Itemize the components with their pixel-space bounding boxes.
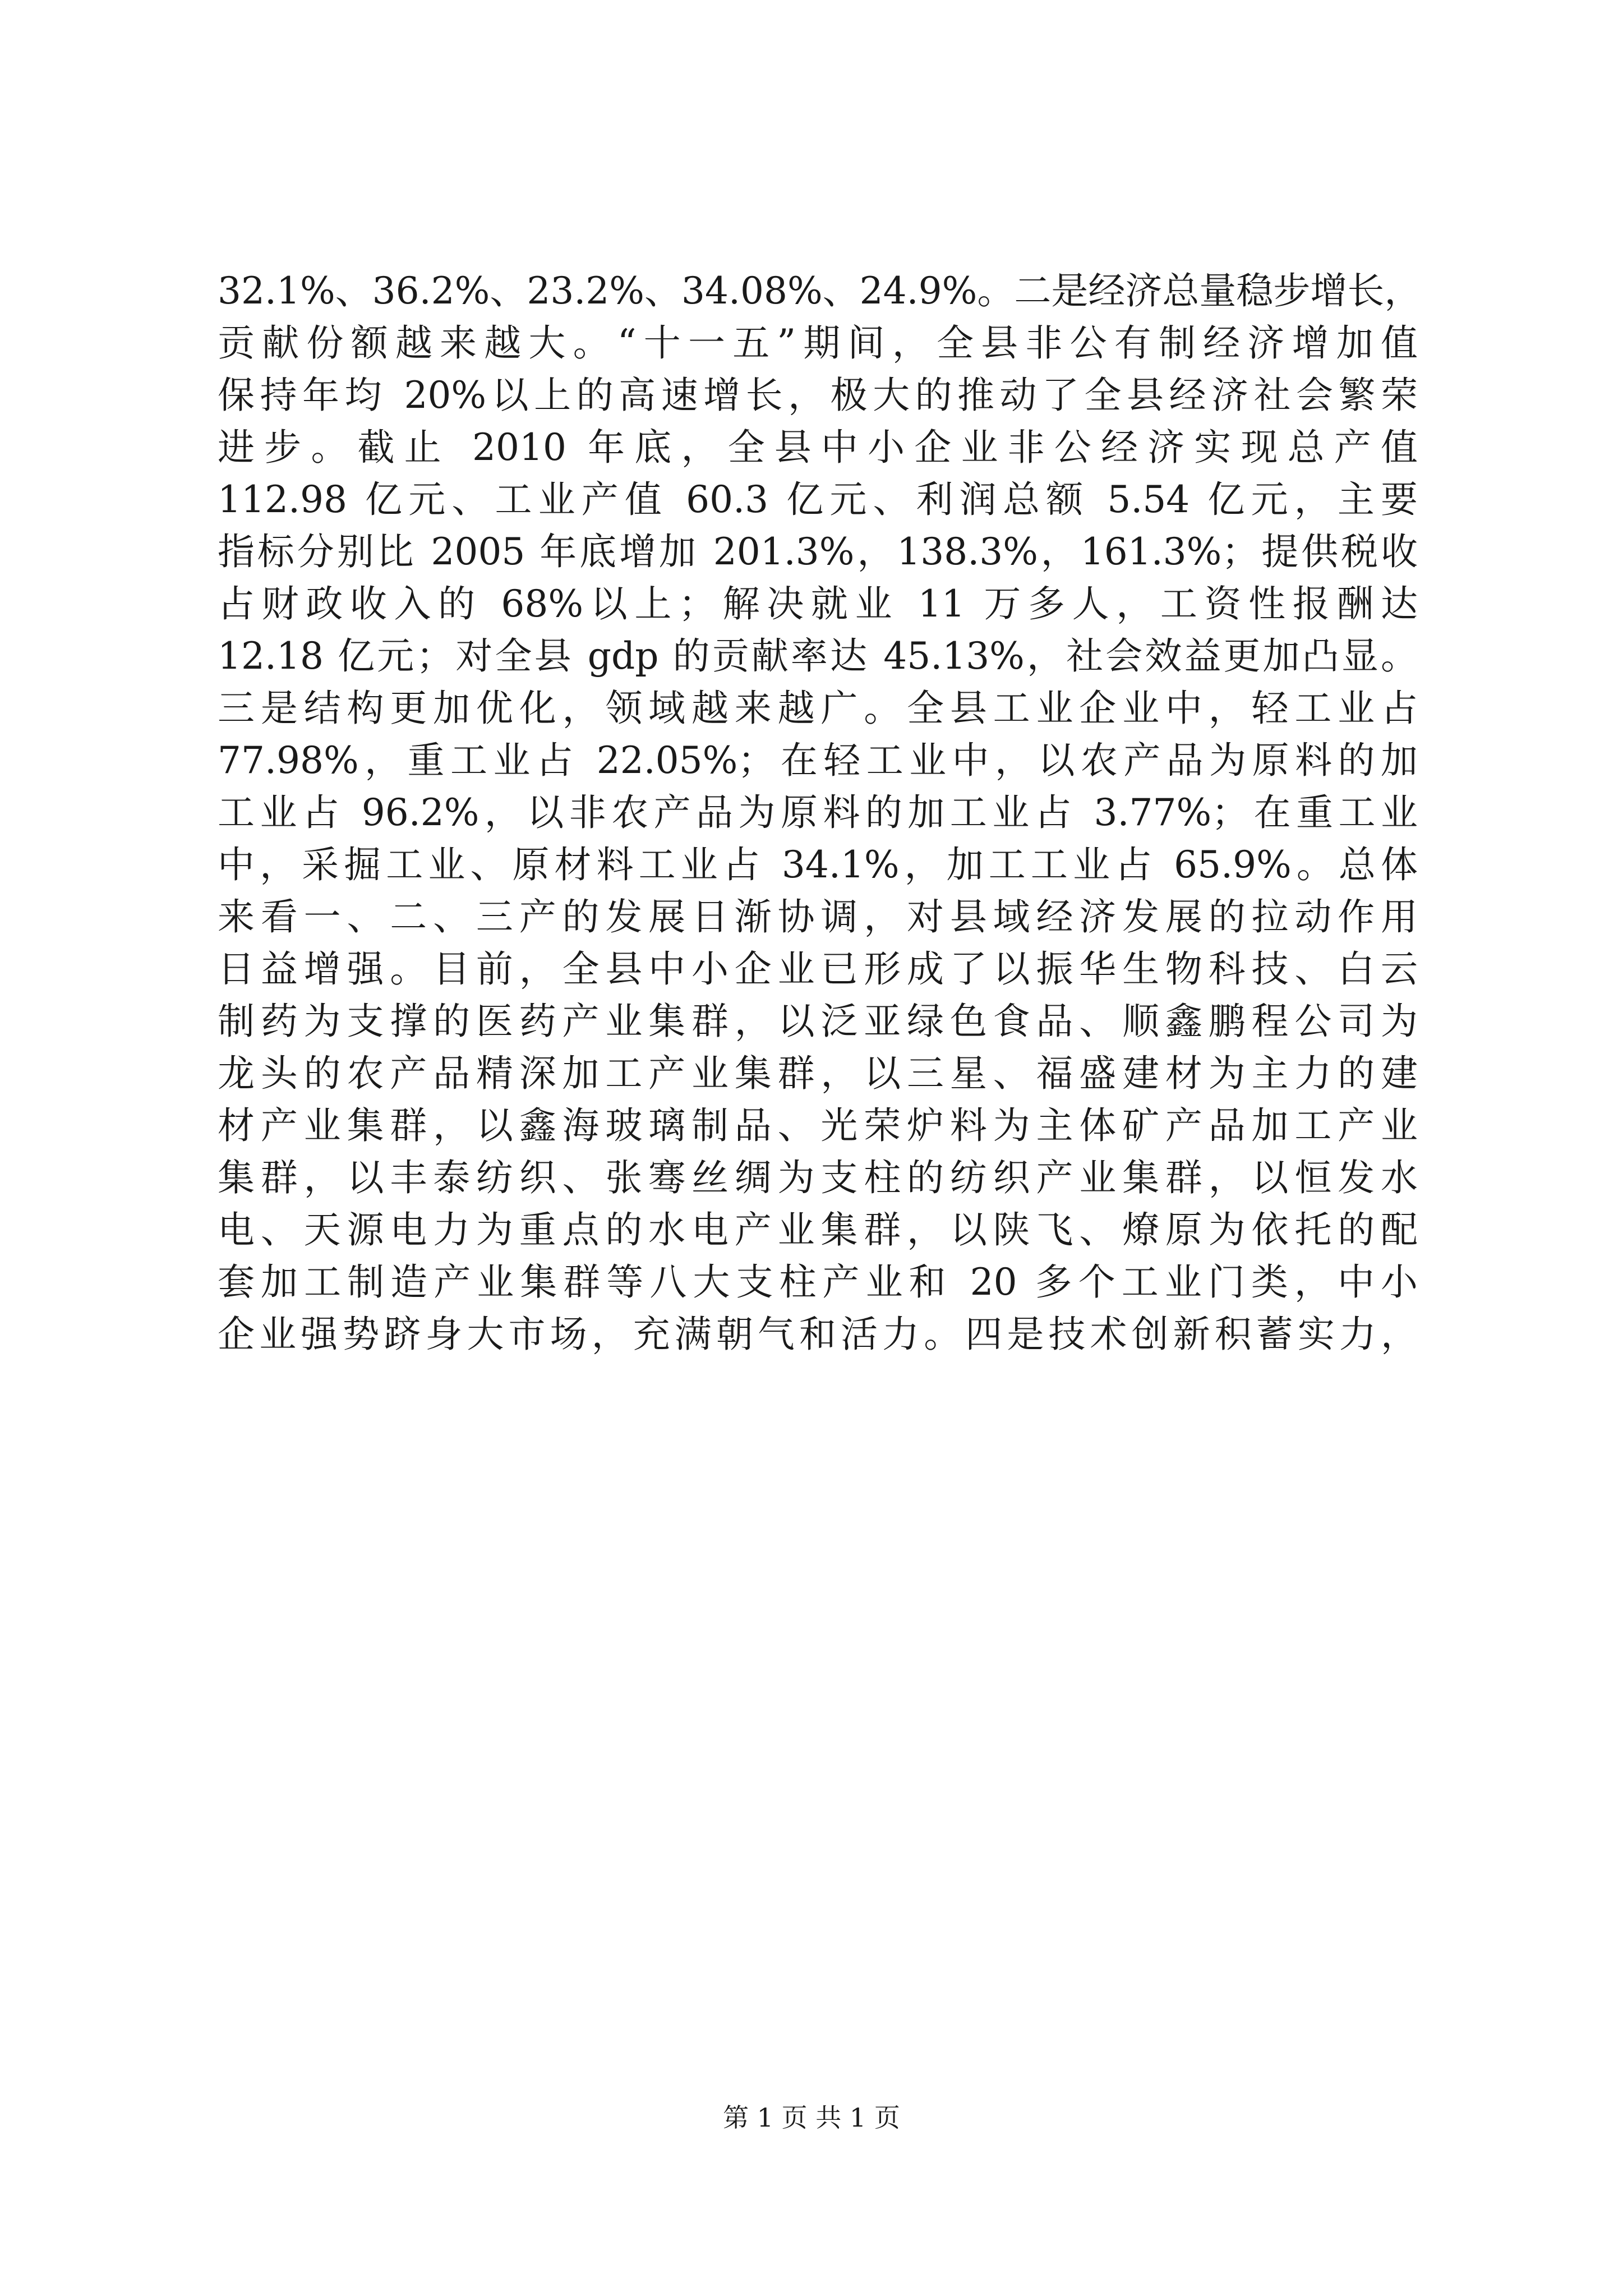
text-line: 来看一、二、三产的发展日渐协调，对县域经济发展的拉动作用 [218,895,1418,938]
text-line: 指标分别比 2005 年底增加 201.3%，138.3%，161.3%；提供税收 [218,530,1418,573]
text-line: 三是结构更加优化，领域越来越广。全县工业企业中，轻工业占 [218,687,1418,730]
text-line: 77.98%，重工业占 22.05%；在轻工业中，以农产品为原料的加 [218,739,1418,782]
text-line: 工业占 96.2%，以非农产品为原料的加工业占 3.77%；在重工业 [218,791,1418,834]
text-line: 进步。截止 2010 年底，全县中小企业非公经济实现总产值 [218,426,1418,469]
text-line: 日益增强。目前，全县中小企业已形成了以振华生物科技、白云 [218,947,1418,991]
page-number-footer: 第 1 页 共 1 页 [723,2102,900,2133]
text-line: 占财政收入的 68%以上；解决就业 11 万多人，工资性报酬达 [218,582,1418,625]
text-line: 企业强势跻身大市场，充满朝气和活力。四是技术创新积蓄实力， [218,1313,1418,1356]
text-line: 集群，以丰泰纺织、张骞丝绸为支柱的纺织产业集群，以恒发水 [218,1156,1418,1199]
text-line: 12.18 亿元；对全县 gdp 的贡献率达 45.13%，社会效益更加凸显。 [218,634,1418,678]
text-line: 材产业集群，以鑫海玻璃制品、光荣炉料为主体矿产品加工产业 [218,1104,1418,1147]
text-line: 112.98 亿元、工业产值 60.3 亿元、利润总额 5.54 亿元，主要 [218,478,1418,521]
text-line: 贡献份额越来越大。“十一五”期间，全县非公有制经济增加值 [218,321,1418,365]
text-line: 套加工制造产业集群等八大支柱产业和 20 多个工业门类，中小 [218,1260,1418,1304]
body-paragraph [218,265,1422,1360]
text-line: 中，采掘工业、原材料工业占 34.1%，加工工业占 65.9%。总体 [218,843,1418,886]
text-line: 制药为支撑的医药产业集群，以泛亚绿色食品、顺鑫鹏程公司为 [218,1000,1418,1043]
text-line: 32.1%、36.2%、23.2%、34.08%、24.9%。二是经济总量稳步增长， [218,269,1422,312]
text-line: 龙头的农产品精深加工产业集群，以三星、福盛建材为主力的建 [218,1052,1418,1095]
text-line: 电、天源电力为重点的水电产业集群，以陕飞、燎原为依托的配 [218,1208,1418,1251]
text-line: 保持年均 20%以上的高速增长，极大的推动了全县经济社会繁荣 [218,374,1418,417]
